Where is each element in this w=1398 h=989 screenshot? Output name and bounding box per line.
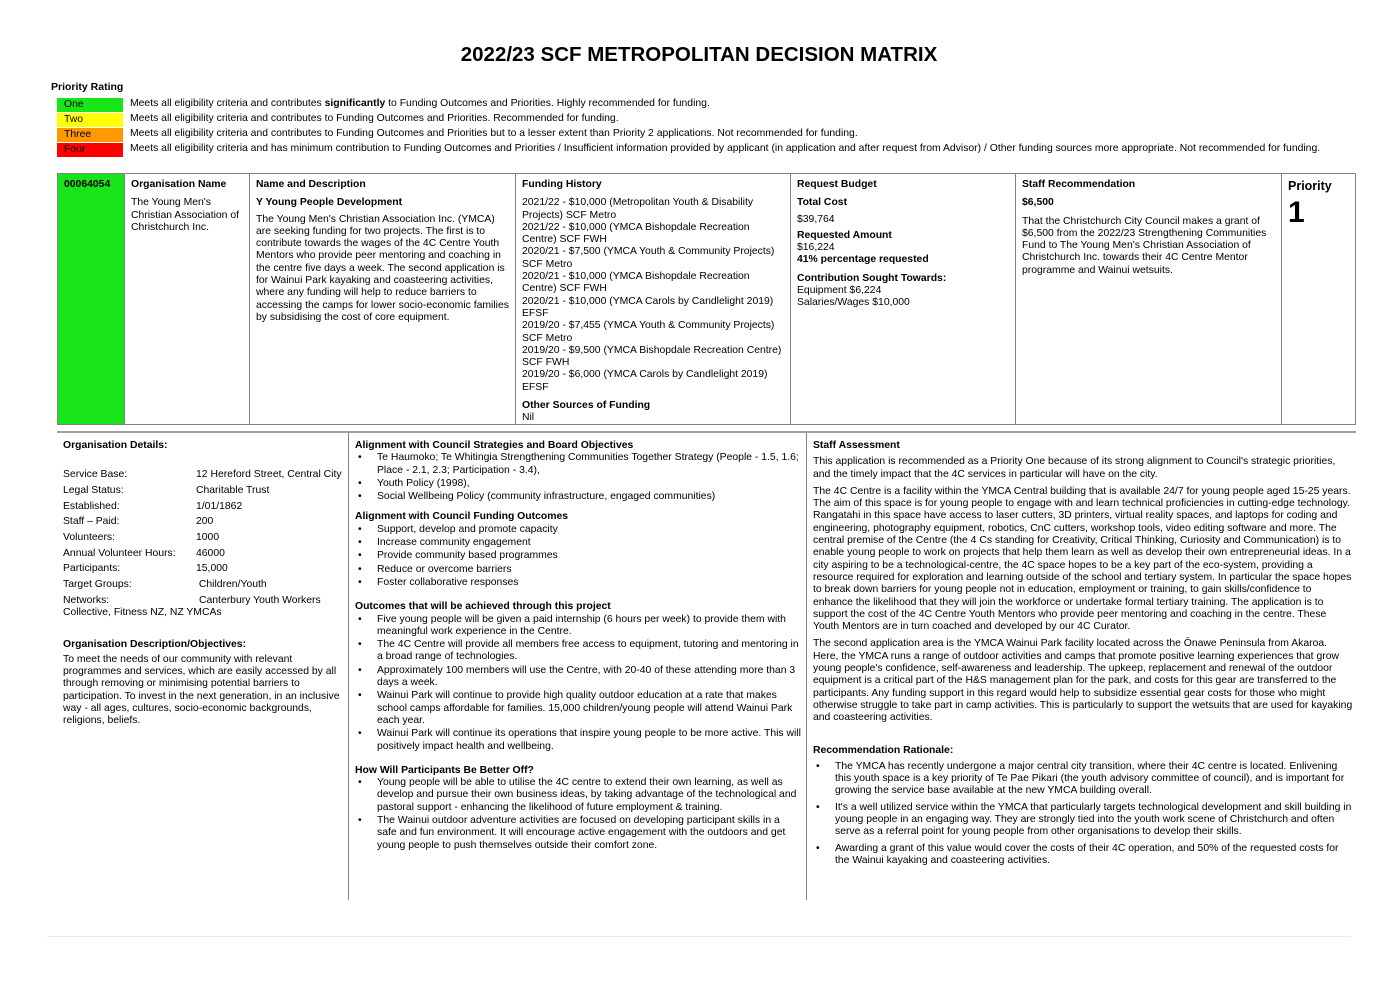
assessment-paragraph: This application is recommended as a Priority One because of its strong alignment to Council's strategic priorities, and the timely impact that the 4C services in particular will have on the city. [813, 456, 1336, 480]
funding-outcomes-list [355, 524, 801, 589]
other-sources-value: Nil [522, 412, 535, 424]
detail-label: Participants: [63, 563, 121, 575]
priority-description-text: to Funding Outcomes and Priorities. Highly recommended for funding. [385, 98, 710, 110]
requested-amount-label: Requested Amount [797, 229, 892, 241]
detail-row [63, 516, 343, 528]
strategies-heading: Alignment with Council Strategies and Board Objectives [355, 440, 634, 451]
name-description-header: Name and Description [256, 179, 366, 190]
application-id: 00064054 [64, 179, 111, 190]
list-item: • Increase community engagement [355, 537, 801, 549]
list-item: • Awarding a grant of this value would cover the costs of their 4C operation, and 50% of the requested costs for the Wainui kayaking and coasteering activities. [813, 843, 1353, 868]
list-item: • Young people will be able to utilise the 4C centre to extend their own learning, as well as develop and pursue their own business ideas, by taking advantage of the technological and pastoral support - enhancing the likelihood of future employment & training. [355, 777, 801, 814]
detail-value: 15,000 [196, 563, 228, 575]
contribution-item: Equipment $6,224 [797, 285, 882, 297]
assessment-paragraph: The second application area is the YMCA Wainui Park facility located across the Ōnawe Peninsula from Akaroa. Here, the YMCA runs a range of outdoor activities and camps that promote positive learning experiences that grow young people's confidence, self-awareness and leadership. The upkeep, replacement and renewal of the outdoor equipment is a critical part of the H&S management plan for the park, and costs for this gear are transferred to the participants. Any funding support in this regard would help to subsidize essential gear costs for those who might otherwise struggle to take part in camp activities. This is particularly to support the wetsuits that are used for kayaking and coasteering activities. [813, 638, 1353, 724]
total-cost-value: $39,764 [797, 213, 835, 225]
staff-recommendation-header: Staff Recommendation [1022, 179, 1136, 190]
list-item: • Foster collaborative responses [355, 577, 801, 589]
priority-swatch: Three [57, 128, 123, 142]
priority-header: Priority [1288, 179, 1332, 193]
organisation-details-fields [63, 469, 343, 591]
list-item: • The YMCA has recently undergone a major central city transition, where their 4C centre is located. Enlivening this youth space is a key priority of Te Pae Pikari (the youth advisory committee of council), and is important for growing the service base available at the new YMCA building overall. [813, 761, 1353, 798]
column-divider [348, 433, 349, 900]
priority-legend-row [57, 112, 1320, 127]
detail-value: 12 Hereford Street, Central City [196, 469, 342, 481]
detail-label: Established: [63, 500, 120, 512]
priority-description-text: Meets all eligibility criteria and contributes to Funding Outcomes and Priorities. Recommended for funding. [130, 113, 619, 125]
name-description-cell [250, 174, 516, 424]
assessment-paragraph: The 4C Centre is a facility within the YMCA Central building that is available 24/7 for young people aged 15-25 years. The aim of this space is for young people to engage with and learn technical proficiencies in cutting-edge technology. Rangatahi in this space have access to laser cutters, 3D printers, virtual reality spaces, and laptops for coding and engineering, photography equipment, robotics, CnC cutters, workshop tools, video editing software and more. The central premise of the Centre (the 4 Cs standing for Creativity, Critical Thinking, Curiosity and Communication) is to enable young people to work on projects that help them learn as well as develop their own entrepreneurial ideas. In a city aspiring to be a technological-centre, the 4C space hopes to be a key part of the eco-system, providing a resource required for exploration and learning outside of the school and tertiary system. In particular the space hopes to break down barriers for young people not in education, employment or training, to gain skills/confidence to enhance the likelihood that they will join the workforce or undertake formal tertiary training. The application is to support the cost of the 4C Centre Youth Mentors who provide peer mentoring and coaching in the centre. These Youth Mentors are in turn coached and developed by our 4C Curator. [813, 485, 1352, 633]
priority-description [123, 113, 619, 125]
priority-legend-row [57, 142, 1320, 157]
detail-label: Legal Status: [63, 484, 124, 496]
application-summary-table [57, 173, 1356, 425]
priority-value: 1 [1288, 196, 1305, 229]
request-budget-cell [791, 174, 1016, 424]
request-budget-header: Request Budget [797, 179, 877, 190]
organisation-name-header: Organisation Name [131, 179, 227, 190]
list-item: • The 4C Centre will provide all members free access to equipment, tutoring and mentoring in a broad range of technologies. [355, 639, 801, 664]
priority-description [123, 143, 1320, 155]
detail-label: Service Base: [63, 469, 128, 481]
detail-value: 200 [196, 516, 214, 528]
funding-history-item: 2019/20 - $7,455 (YMCA Youth & Community Projects) SCF Metro [522, 320, 775, 344]
detail-value: 46000 [196, 547, 225, 559]
contribution-item: Salaries/Wages $10,000 [797, 297, 910, 309]
detail-row [63, 579, 343, 591]
rationale-list [813, 761, 1353, 867]
detail-value: Children/Youth [196, 579, 267, 591]
priority-legend-row [57, 97, 1320, 112]
contribution-label: Contribution Sought Towards: [797, 272, 947, 284]
percentage-requested: 41% percentage requested [797, 254, 929, 266]
priority-swatch: Two [57, 113, 123, 127]
detail-label: Volunteers: [63, 532, 115, 544]
column-divider [806, 433, 807, 900]
funding-history-cell [516, 174, 791, 424]
funding-history-item: 2021/22 - $10,000 (Metropolitan Youth & Disability Projects) SCF Metro [522, 197, 754, 221]
funding-history-item: 2019/20 - $6,000 (YMCA Carols by Candlelight 2019) EFSF [522, 369, 768, 393]
priority-description-emphasis: significantly [324, 98, 386, 110]
priority-swatch: One [57, 98, 123, 112]
funding-history-list [522, 197, 784, 394]
detail-row [63, 563, 343, 575]
funding-history-item: 2020/21 - $7,500 (YMCA Youth & Community Projects) SCF Metro [522, 246, 775, 270]
page-title: 2022/23 SCF METROPOLITAN DECISION MATRIX [460, 43, 938, 66]
staff-assessment-panel [813, 440, 1353, 871]
priority-legend [57, 97, 1320, 157]
section-divider [57, 431, 1356, 433]
staff-assessment-heading: Staff Assessment [813, 440, 900, 451]
staff-recommendation-amount: $6,500 [1022, 197, 1054, 209]
strategies-list [355, 452, 801, 503]
detail-label: Annual Volunteer Hours: [63, 547, 176, 559]
detail-row [63, 469, 343, 481]
better-off-list [355, 777, 801, 852]
total-cost-label: Total Cost [797, 197, 848, 209]
funding-history-item: 2019/20 - $9,500 (YMCA Bishopdale Recreation Centre) SCF FWH [522, 344, 782, 369]
funding-outcomes-heading: Alignment with Council Funding Outcomes [355, 511, 568, 523]
priority-swatch: Four [57, 143, 123, 157]
priority-cell [1282, 174, 1356, 424]
organisation-details-panel [63, 440, 343, 727]
list-item: • Five young people will be given a paid internship (6 hours per week) to provide them with meaningful work experience in the Centre. [355, 614, 801, 639]
networks-row [63, 595, 343, 620]
list-item: • Youth Policy (1998), [355, 478, 801, 490]
list-item: • Reduce or overcome barriers [355, 564, 801, 576]
priority-description [123, 98, 710, 110]
application-id-cell [58, 174, 125, 424]
requested-amount-value: $16,224 [797, 242, 835, 254]
priority-description-text: Meets all eligibility criteria and contributes to Funding Outcomes and Priorities but to a lesser extent than Priority 2 applications. Not recommended for funding. [130, 128, 858, 140]
priority-description-text: Meets all eligibility criteria and contributes [130, 98, 325, 110]
organisation-description-text: To meet the needs of our community with relevant programmes and services, which are easily accessed by all through removing or minimising potential barriers to participation. To invest in the next generation, in an inclusive way - all ages, cultures, socio-economic backgrounds, religions, beliefs. [63, 653, 340, 727]
detail-value: 1/01/1862 [196, 500, 243, 512]
staff-recommendation-cell [1016, 174, 1282, 424]
funding-history-item: 2021/22 - $10,000 (YMCA Bishopdale Recreation Centre) SCF FWH [522, 221, 750, 246]
priority-legend-row [57, 127, 1320, 142]
organisation-details-heading: Organisation Details: [63, 440, 168, 451]
detail-label: Staff – Paid: [63, 516, 120, 528]
detail-value: Charitable Trust [196, 484, 270, 496]
rationale-heading: Recommendation Rationale: [813, 744, 954, 756]
organisation-description-heading: Organisation Description/Objectives: [63, 639, 247, 651]
detail-label: Target Groups: [63, 579, 132, 591]
project-description: The Young Men's Christian Association Inc. (YMCA) are seeking funding for two projects. The first is to contribute towards the wages of the 4C Centre Youth Mentors who provide peer mentoring and coaching in the centre five days a week. The second application is for Wainui Park kayaking and coasteering activities, where any funding will help to reduce barriers to accessing the camps for lower socio-economic families by subsidising the cost of core equipment. [256, 213, 509, 323]
list-item: • It's a well utilized service within the YMCA that particularly targets technological development and skill building in young people in an engaging way. They are strongly tied into the youth work scene of Christchurch and often serve as a referral point for young people from other organisations to develop their skills. [813, 802, 1353, 839]
funding-history-item: 2020/21 - $10,000 (YMCA Carols by Candlelight 2019) EFSF [522, 295, 774, 319]
list-item: • Approximately 100 members will use the Centre, with 20-40 of these attending more than 3 days a week. [355, 665, 801, 690]
detail-row [63, 485, 343, 497]
project-name: Y Young People Development [256, 197, 403, 209]
list-item: • Wainui Park will continue to provide high quality outdoor education at a rate that makes school camps affordable for families. 15,000 children/young people will attend Wainui Park each year. [355, 690, 801, 727]
networks-label: Networks: [63, 594, 110, 606]
organisation-name: The Young Men's Christian Association of Christchurch Inc. [131, 197, 240, 233]
detail-row [63, 548, 343, 560]
other-sources-header: Other Sources of Funding [522, 400, 651, 412]
footer-rule [47, 936, 1351, 937]
detail-row [63, 532, 343, 544]
achieved-outcomes-list [355, 614, 801, 753]
list-item: • Wainui Park will continue its operations that inspire young people to be more active. This will positively impact health and wellbeing. [355, 728, 801, 753]
better-off-heading: How Will Participants Be Better Off? [355, 764, 534, 776]
detail-value: 1000 [196, 532, 220, 544]
priority-rating-heading: Priority Rating [51, 81, 124, 93]
detail-row [63, 501, 343, 513]
networks-value: Canterbury Youth Workers Collective, Fitness NZ, NZ YMCAs [63, 594, 321, 619]
list-item: • Te Haumoko; Te Whitingia Strengthening Communities Together Strategy (People - 1.5, 1.6; Place - 2.1, 2.3; Participation - 3.4), [355, 452, 801, 477]
list-item: • Support, develop and promote capacity [355, 524, 801, 536]
staff-recommendation-text: That the Christchurch City Council makes a grant of $6,500 from the 2022/23 Strengthening Communities Fund to The Young Men's Christian Association of Christchurch Inc. towards their 4C Centre Mentor programme and Wainui wetsuits. [1022, 215, 1267, 276]
alignment-panel [355, 440, 801, 853]
funding-history-header: Funding History [522, 179, 602, 190]
funding-history-item: 2020/21 - $10,000 (YMCA Bishopdale Recreation Centre) SCF FWH [522, 271, 750, 295]
organisation-name-cell [125, 174, 250, 424]
list-item: • Social Wellbeing Policy (community infrastructure, engaged communities) [355, 491, 801, 503]
list-item: • The Wainui outdoor adventure activities are focused on developing participant skills in a safe and fun environment. It will encourage active engagement with the outdoors and get young people to push themselves outside their comfort zone. [355, 815, 801, 852]
achieved-outcomes-heading: Outcomes that will be achieved through this project [355, 601, 611, 613]
priority-description-text: Meets all eligibility criteria and has minimum contribution to Funding Outcomes and Priorities / Insufficient information provided by applicant (in application and after request from Advisor) / Other funding sources more appropriate. Not recommended for funding. [130, 143, 1321, 155]
priority-description [123, 128, 858, 140]
list-item: • Provide community based programmes [355, 550, 801, 562]
